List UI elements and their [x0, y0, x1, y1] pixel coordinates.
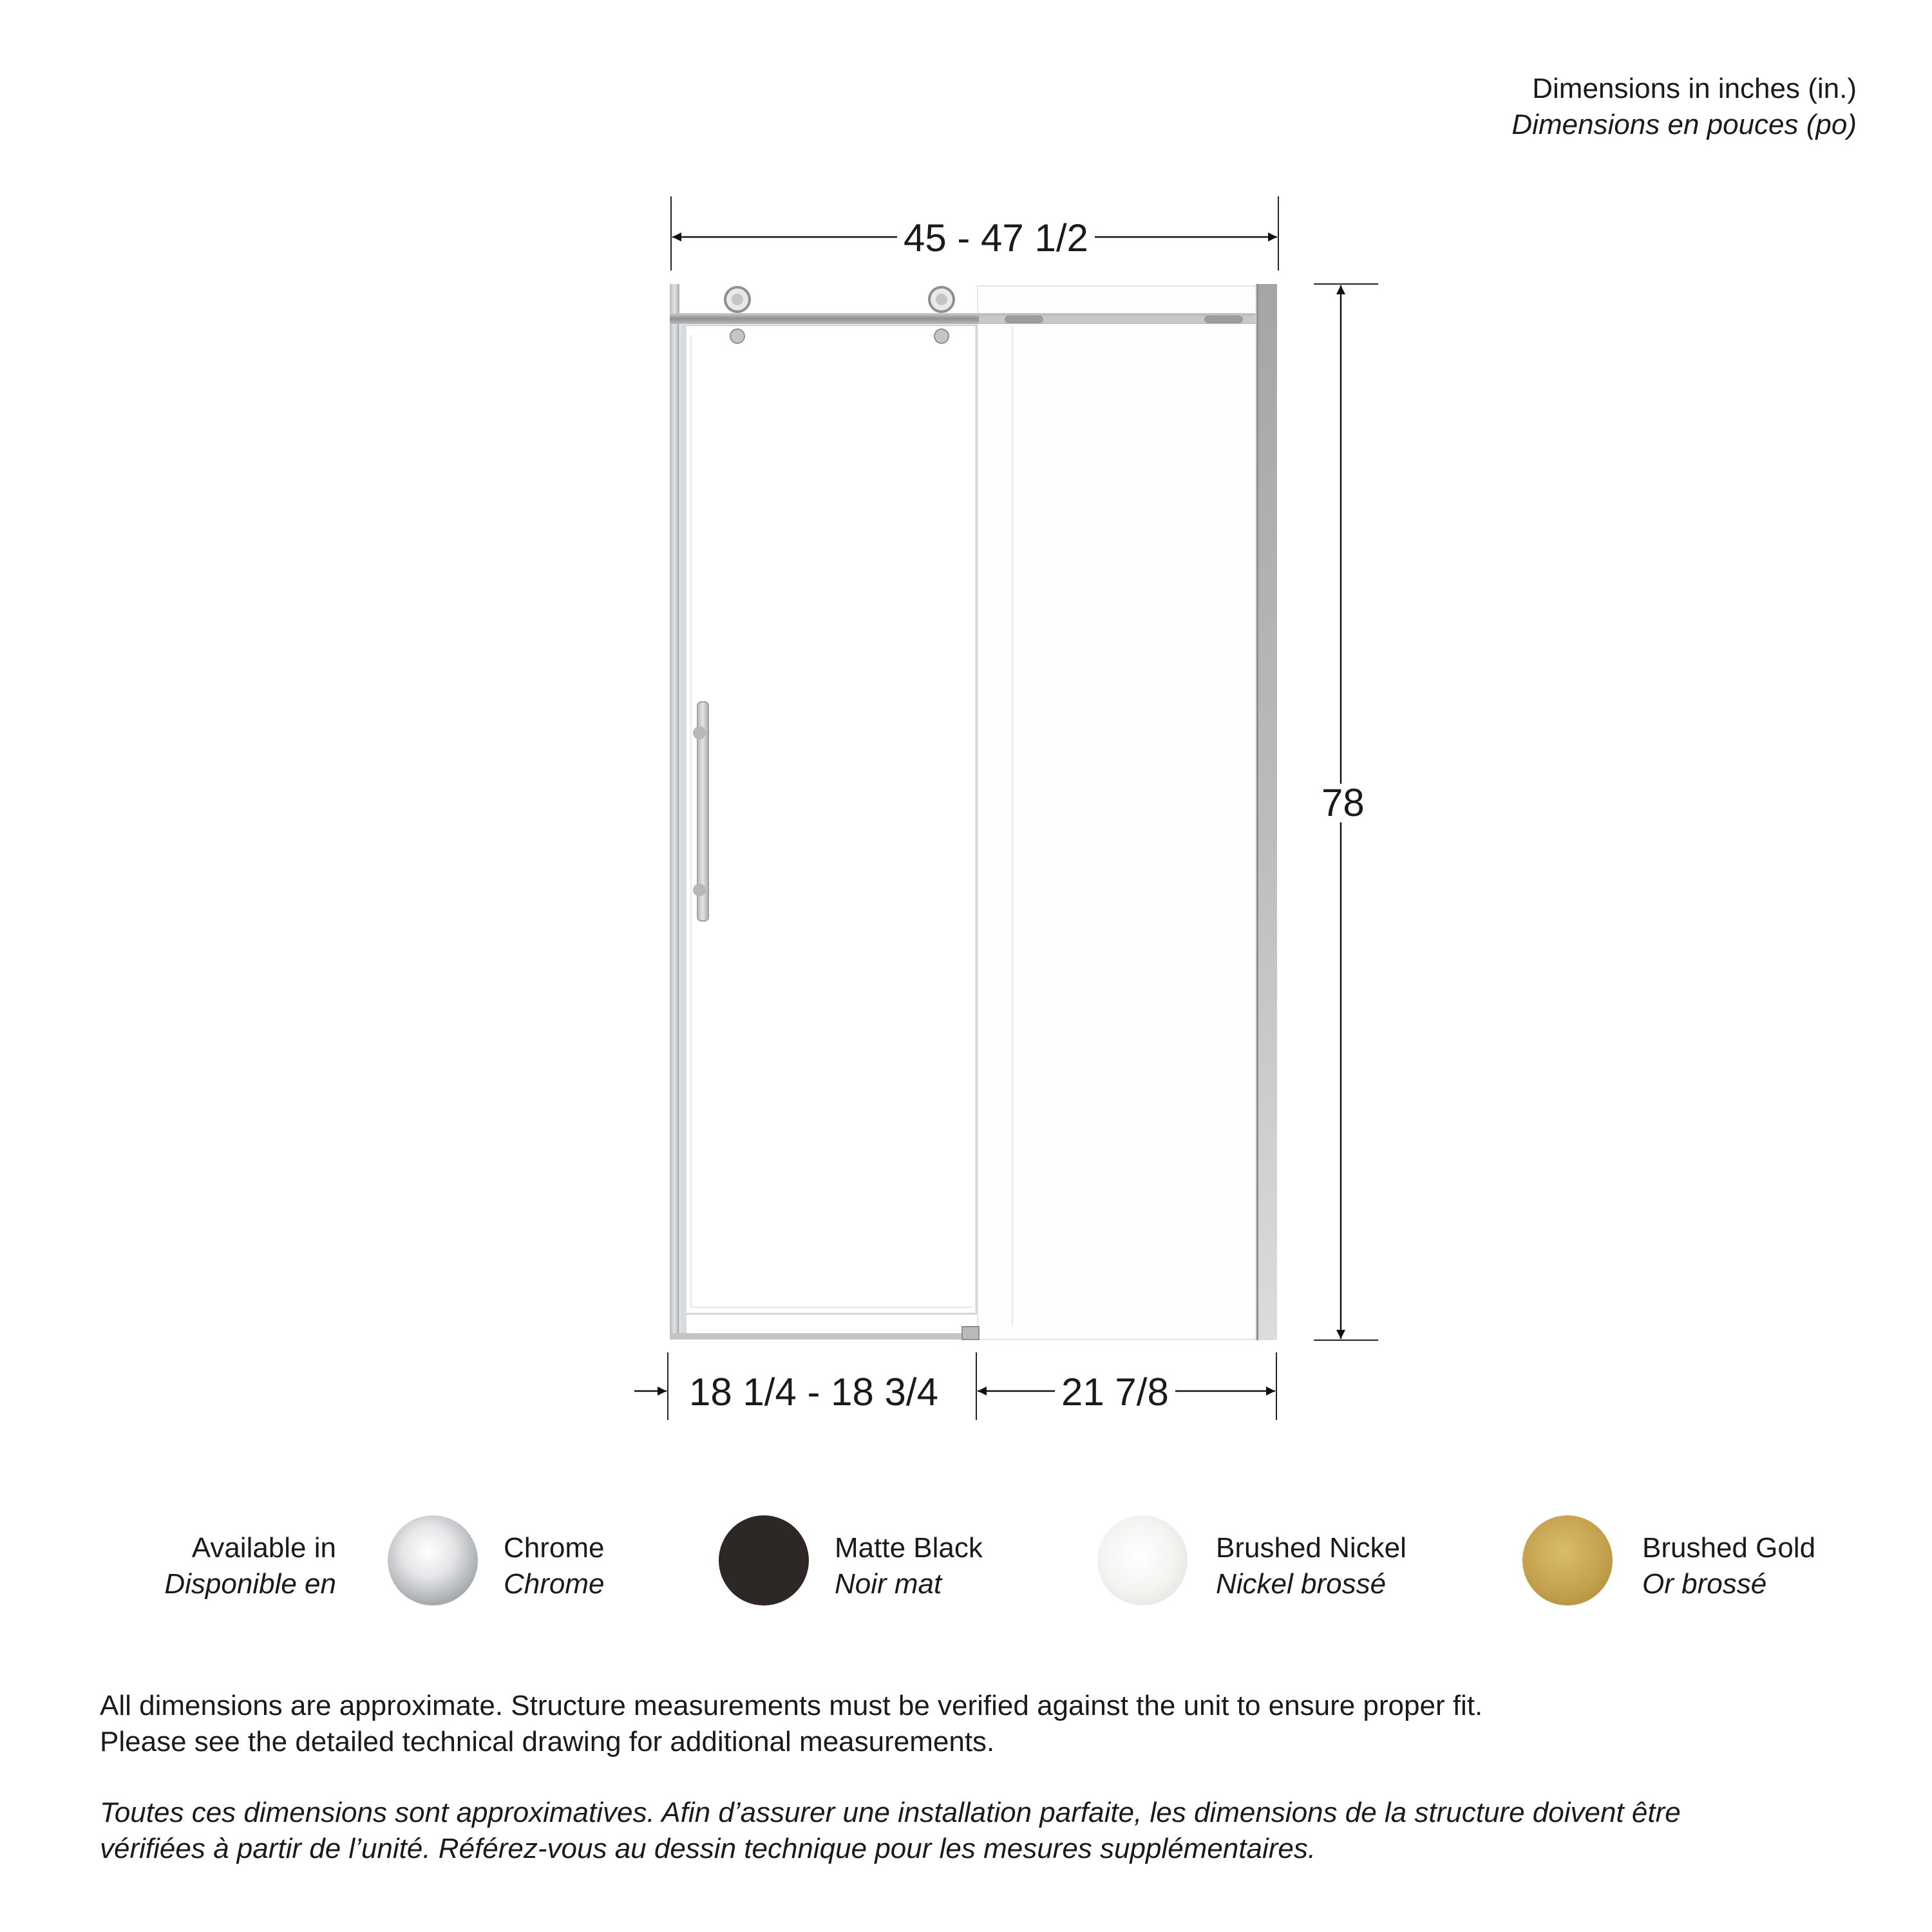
finish-brushed-nickel-fr: Nickel brossé: [1216, 1568, 1387, 1600]
finish-chrome-en: Chrome: [504, 1532, 605, 1564]
finish-brushed-nickel: [1216, 1530, 1406, 1602]
notes-en: [100, 1688, 1482, 1760]
notes-fr-line2: vérifiées à partir de l’unité. Référez-vous au dessin technique pour les mesures supplémentaires.: [100, 1833, 1316, 1864]
finish-brushed-gold-en: Brushed Gold: [1642, 1532, 1816, 1564]
finish-brushed-gold-fr: Or brossé: [1642, 1568, 1767, 1600]
sliding-door-glass: [681, 325, 976, 1314]
rail-stopper: [1005, 316, 1043, 323]
notes-en-line2: Please see the detailed technical drawing for additional measurements.: [100, 1726, 995, 1757]
finish-matte-black-en: Matte Black: [835, 1532, 983, 1564]
finish-brushed-nickel-en: Brushed Nickel: [1216, 1532, 1406, 1564]
bottom-guide: [962, 1327, 979, 1340]
panel-width-label: 21 7/8: [1055, 1373, 1175, 1412]
notes-fr-line1: Toutes ces dimensions sont approximatives. Afin d’assurer une installation parfaite, les dimensions de la structure doivent être: [100, 1797, 1681, 1828]
right-wall-jamb: [1256, 284, 1277, 1340]
available-in-label: [164, 1530, 336, 1602]
available-in-en: Available in: [191, 1532, 336, 1564]
finish-matte-black: [835, 1530, 983, 1602]
brushed-gold-swatch[interactable]: [1522, 1515, 1613, 1605]
door-width-label: 18 1/4 - 18 3/4: [683, 1373, 945, 1412]
finish-brushed-gold: [1642, 1530, 1815, 1602]
brushed-nickel-swatch[interactable]: [1097, 1515, 1188, 1605]
finish-chrome: [504, 1530, 605, 1602]
door-frame: [670, 284, 1277, 1340]
units-en: Dimensions in inches (in.): [1532, 73, 1857, 104]
units-fr: Dimensions en pouces (po): [1511, 109, 1857, 140]
chrome-swatch[interactable]: [388, 1515, 478, 1605]
height-label: 78: [1315, 784, 1371, 822]
notes-en-line1: All dimensions are approximate. Structure measurements must be verified against the unit to ensure proper fit.: [100, 1690, 1483, 1721]
finish-matte-black-fr: Noir mat: [835, 1568, 942, 1600]
fixed-glass-panel: [978, 286, 1256, 1340]
notes-fr: [100, 1795, 1681, 1867]
available-in-fr: Disponible en: [164, 1568, 336, 1600]
bottom-rail: [670, 1333, 976, 1340]
finish-chrome-fr: Chrome: [504, 1568, 605, 1600]
left-wall-jamb: [670, 284, 679, 1338]
rail-stopper: [1204, 316, 1243, 323]
overall-width-label: 45 - 47 1/2: [897, 219, 1095, 258]
matte-black-swatch[interactable]: [719, 1515, 809, 1605]
